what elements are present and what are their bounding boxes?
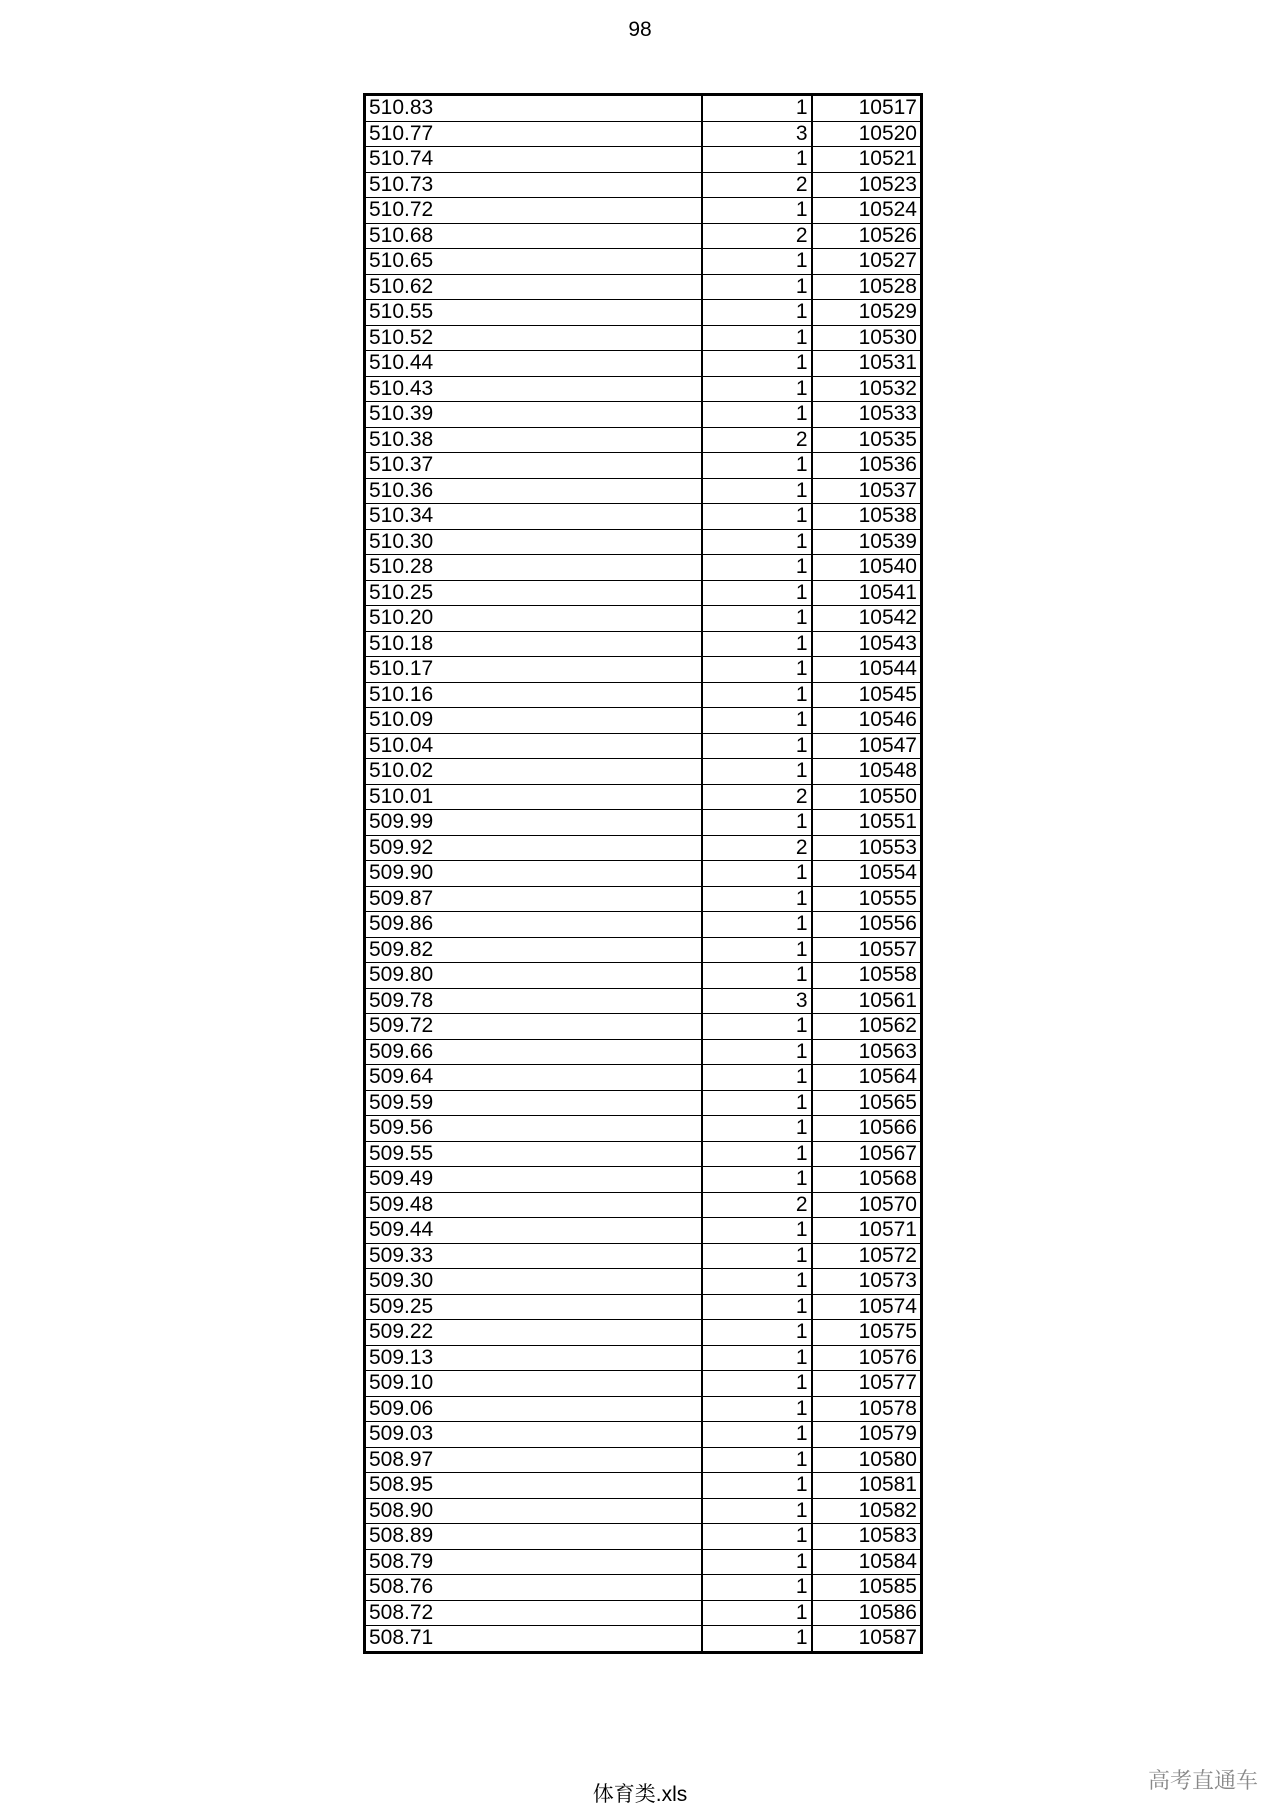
cumulative-cell: 10570 [812, 1192, 922, 1218]
score-cell: 510.65 [365, 249, 702, 275]
score-cell: 509.87 [365, 886, 702, 912]
cumulative-cell: 10547 [812, 733, 922, 759]
table-row [365, 963, 922, 989]
cumulative-cell: 10576 [812, 1345, 922, 1371]
cumulative-cell: 10536 [812, 453, 922, 479]
count-cell: 1 [702, 886, 812, 912]
score-cell: 509.49 [365, 1167, 702, 1193]
score-table-body [365, 95, 922, 1653]
cumulative-cell: 10575 [812, 1320, 922, 1346]
score-cell: 509.80 [365, 963, 702, 989]
cumulative-cell: 10535 [812, 427, 922, 453]
cumulative-cell: 10586 [812, 1600, 922, 1626]
cumulative-cell: 10583 [812, 1524, 922, 1550]
table-row [365, 1422, 922, 1448]
table-row [365, 147, 922, 173]
count-cell: 1 [702, 300, 812, 326]
table-row [365, 1269, 922, 1295]
count-cell: 1 [702, 1575, 812, 1601]
cumulative-cell: 10578 [812, 1396, 922, 1422]
count-cell: 1 [702, 1600, 812, 1626]
cumulative-cell: 10556 [812, 912, 922, 938]
table-row [365, 759, 922, 785]
cumulative-cell: 10553 [812, 835, 922, 861]
score-cell: 510.44 [365, 351, 702, 377]
score-cell: 509.48 [365, 1192, 702, 1218]
score-cell: 509.10 [365, 1371, 702, 1397]
table-row [365, 1473, 922, 1499]
table-row [365, 198, 922, 224]
cumulative-cell: 10564 [812, 1065, 922, 1091]
table-row [365, 351, 922, 377]
cumulative-cell: 10533 [812, 402, 922, 428]
table-row [365, 784, 922, 810]
count-cell: 1 [702, 478, 812, 504]
cumulative-cell: 10541 [812, 580, 922, 606]
score-table [363, 93, 923, 1654]
count-cell: 1 [702, 937, 812, 963]
score-cell: 510.43 [365, 376, 702, 402]
table-row [365, 427, 922, 453]
score-cell: 510.36 [365, 478, 702, 504]
cumulative-cell: 10562 [812, 1014, 922, 1040]
score-cell: 510.68 [365, 223, 702, 249]
table-row [365, 1243, 922, 1269]
score-cell: 510.18 [365, 631, 702, 657]
score-cell: 510.55 [365, 300, 702, 326]
score-cell: 509.06 [365, 1396, 702, 1422]
table-row [365, 376, 922, 402]
table-row [365, 708, 922, 734]
score-cell: 509.33 [365, 1243, 702, 1269]
table-row [365, 733, 922, 759]
count-cell: 1 [702, 1294, 812, 1320]
cumulative-cell: 10571 [812, 1218, 922, 1244]
cumulative-cell: 10555 [812, 886, 922, 912]
cumulative-cell: 10548 [812, 759, 922, 785]
score-cell: 510.02 [365, 759, 702, 785]
score-cell: 508.79 [365, 1549, 702, 1575]
count-cell: 1 [702, 1524, 812, 1550]
score-cell: 509.13 [365, 1345, 702, 1371]
table-row [365, 529, 922, 555]
count-cell: 1 [702, 1371, 812, 1397]
score-cell: 510.04 [365, 733, 702, 759]
table-row [365, 1600, 922, 1626]
score-cell: 509.25 [365, 1294, 702, 1320]
count-cell: 1 [702, 555, 812, 581]
score-cell: 510.01 [365, 784, 702, 810]
table-row [365, 1192, 922, 1218]
count-cell: 1 [702, 963, 812, 989]
score-cell: 509.92 [365, 835, 702, 861]
table-row [365, 606, 922, 632]
cumulative-cell: 10587 [812, 1626, 922, 1653]
score-cell: 509.72 [365, 1014, 702, 1040]
score-cell: 510.34 [365, 504, 702, 530]
cumulative-cell: 10557 [812, 937, 922, 963]
count-cell: 1 [702, 1269, 812, 1295]
cumulative-cell: 10532 [812, 376, 922, 402]
count-cell: 3 [702, 988, 812, 1014]
count-cell: 1 [702, 376, 812, 402]
count-cell: 3 [702, 121, 812, 147]
table-row [365, 1575, 922, 1601]
score-cell: 510.62 [365, 274, 702, 300]
score-cell: 510.74 [365, 147, 702, 173]
score-cell: 510.28 [365, 555, 702, 581]
cumulative-cell: 10517 [812, 95, 922, 122]
count-cell: 1 [702, 631, 812, 657]
count-cell: 1 [702, 861, 812, 887]
count-cell: 1 [702, 580, 812, 606]
count-cell: 1 [702, 504, 812, 530]
table-row [365, 988, 922, 1014]
count-cell: 1 [702, 1473, 812, 1499]
cumulative-cell: 10558 [812, 963, 922, 989]
table-row [365, 1524, 922, 1550]
cumulative-cell: 10565 [812, 1090, 922, 1116]
cumulative-cell: 10574 [812, 1294, 922, 1320]
score-cell: 508.95 [365, 1473, 702, 1499]
cumulative-cell: 10563 [812, 1039, 922, 1065]
score-cell: 510.17 [365, 657, 702, 683]
count-cell: 1 [702, 1116, 812, 1142]
table-row [365, 300, 922, 326]
count-cell: 1 [702, 912, 812, 938]
score-cell: 510.30 [365, 529, 702, 555]
table-row [365, 121, 922, 147]
cumulative-cell: 10573 [812, 1269, 922, 1295]
table-row [365, 835, 922, 861]
count-cell: 1 [702, 198, 812, 224]
cumulative-cell: 10568 [812, 1167, 922, 1193]
table-row [365, 912, 922, 938]
count-cell: 1 [702, 1014, 812, 1040]
table-row [365, 1345, 922, 1371]
count-cell: 1 [702, 325, 812, 351]
score-cell: 510.52 [365, 325, 702, 351]
score-cell: 508.89 [365, 1524, 702, 1550]
table-row [365, 402, 922, 428]
cumulative-cell: 10523 [812, 172, 922, 198]
table-row [365, 274, 922, 300]
count-cell: 1 [702, 1167, 812, 1193]
cumulative-cell: 10529 [812, 300, 922, 326]
count-cell: 1 [702, 249, 812, 275]
score-cell: 509.99 [365, 810, 702, 836]
count-cell: 1 [702, 1243, 812, 1269]
count-cell: 1 [702, 1498, 812, 1524]
score-cell: 510.25 [365, 580, 702, 606]
table-row [365, 95, 922, 122]
table-row [365, 223, 922, 249]
count-cell: 2 [702, 1192, 812, 1218]
cumulative-cell: 10572 [812, 1243, 922, 1269]
table-row [365, 657, 922, 683]
table-row [365, 1039, 922, 1065]
table-row [365, 478, 922, 504]
page-number: 98 [628, 18, 652, 41]
cumulative-cell: 10554 [812, 861, 922, 887]
cumulative-cell: 10551 [812, 810, 922, 836]
table-row [365, 1320, 922, 1346]
cumulative-cell: 10580 [812, 1447, 922, 1473]
count-cell: 1 [702, 1447, 812, 1473]
table-row [365, 504, 922, 530]
table-row [365, 1626, 922, 1653]
score-cell: 510.39 [365, 402, 702, 428]
cumulative-cell: 10566 [812, 1116, 922, 1142]
score-cell: 509.59 [365, 1090, 702, 1116]
cumulative-cell: 10528 [812, 274, 922, 300]
table-row [365, 1116, 922, 1142]
count-cell: 1 [702, 1626, 812, 1653]
score-cell: 510.72 [365, 198, 702, 224]
count-cell: 1 [702, 1218, 812, 1244]
table-row [365, 682, 922, 708]
table-row [365, 1090, 922, 1116]
table-row [365, 1447, 922, 1473]
count-cell: 2 [702, 784, 812, 810]
table-row [365, 580, 922, 606]
count-cell: 1 [702, 1141, 812, 1167]
count-cell: 1 [702, 810, 812, 836]
table-row [365, 1065, 922, 1091]
cumulative-cell: 10524 [812, 198, 922, 224]
table-row [365, 1218, 922, 1244]
count-cell: 1 [702, 682, 812, 708]
count-cell: 1 [702, 606, 812, 632]
cumulative-cell: 10577 [812, 1371, 922, 1397]
count-cell: 2 [702, 172, 812, 198]
score-cell: 508.71 [365, 1626, 702, 1653]
count-cell: 1 [702, 1090, 812, 1116]
cumulative-cell: 10546 [812, 708, 922, 734]
score-cell: 510.38 [365, 427, 702, 453]
cumulative-cell: 10527 [812, 249, 922, 275]
score-cell: 509.22 [365, 1320, 702, 1346]
cumulative-cell: 10520 [812, 121, 922, 147]
cumulative-cell: 10584 [812, 1549, 922, 1575]
score-cell: 509.44 [365, 1218, 702, 1244]
cumulative-cell: 10530 [812, 325, 922, 351]
cumulative-cell: 10539 [812, 529, 922, 555]
table-row [365, 886, 922, 912]
score-cell: 509.64 [365, 1065, 702, 1091]
cumulative-cell: 10567 [812, 1141, 922, 1167]
score-cell: 508.97 [365, 1447, 702, 1473]
cumulative-cell: 10561 [812, 988, 922, 1014]
count-cell: 1 [702, 453, 812, 479]
score-cell: 508.72 [365, 1600, 702, 1626]
cumulative-cell: 10550 [812, 784, 922, 810]
table-row [365, 810, 922, 836]
cumulative-cell: 10545 [812, 682, 922, 708]
score-cell: 508.76 [365, 1575, 702, 1601]
score-cell: 510.37 [365, 453, 702, 479]
count-cell: 1 [702, 1039, 812, 1065]
count-cell: 1 [702, 95, 812, 122]
count-cell: 2 [702, 223, 812, 249]
cumulative-cell: 10585 [812, 1575, 922, 1601]
table-row [365, 631, 922, 657]
score-cell: 509.90 [365, 861, 702, 887]
count-cell: 1 [702, 733, 812, 759]
score-cell: 509.66 [365, 1039, 702, 1065]
count-cell: 1 [702, 1320, 812, 1346]
score-cell: 509.03 [365, 1422, 702, 1448]
cumulative-cell: 10542 [812, 606, 922, 632]
cumulative-cell: 10543 [812, 631, 922, 657]
table-row [365, 453, 922, 479]
watermark: 高考直通车 [1147, 1769, 1258, 1794]
count-cell: 1 [702, 708, 812, 734]
score-cell: 510.16 [365, 682, 702, 708]
score-cell: 510.83 [365, 95, 702, 122]
table-row [365, 325, 922, 351]
score-cell: 510.09 [365, 708, 702, 734]
count-cell: 2 [702, 427, 812, 453]
table-row [365, 937, 922, 963]
score-cell: 508.90 [365, 1498, 702, 1524]
count-cell: 1 [702, 1345, 812, 1371]
footer-filename: 体育类.xls [592, 1783, 688, 1806]
table-row [365, 1141, 922, 1167]
cumulative-cell: 10579 [812, 1422, 922, 1448]
score-cell: 509.82 [365, 937, 702, 963]
cumulative-cell: 10540 [812, 555, 922, 581]
table-row [365, 1167, 922, 1193]
table-row [365, 1371, 922, 1397]
table-row [365, 1014, 922, 1040]
count-cell: 1 [702, 351, 812, 377]
score-cell: 510.77 [365, 121, 702, 147]
count-cell: 2 [702, 835, 812, 861]
cumulative-cell: 10531 [812, 351, 922, 377]
count-cell: 1 [702, 147, 812, 173]
count-cell: 1 [702, 1549, 812, 1575]
table-row [365, 861, 922, 887]
count-cell: 1 [702, 657, 812, 683]
cumulative-cell: 10521 [812, 147, 922, 173]
count-cell: 1 [702, 274, 812, 300]
score-cell: 510.20 [365, 606, 702, 632]
count-cell: 1 [702, 1396, 812, 1422]
table-row [365, 1396, 922, 1422]
cumulative-cell: 10582 [812, 1498, 922, 1524]
table-row [365, 172, 922, 198]
table-row [365, 249, 922, 275]
table-row [365, 1498, 922, 1524]
table-row [365, 555, 922, 581]
cumulative-cell: 10544 [812, 657, 922, 683]
table-row [365, 1549, 922, 1575]
count-cell: 1 [702, 1422, 812, 1448]
score-cell: 509.86 [365, 912, 702, 938]
score-cell: 509.30 [365, 1269, 702, 1295]
score-cell: 509.78 [365, 988, 702, 1014]
cumulative-cell: 10538 [812, 504, 922, 530]
count-cell: 1 [702, 529, 812, 555]
score-cell: 509.56 [365, 1116, 702, 1142]
score-cell: 509.55 [365, 1141, 702, 1167]
count-cell: 1 [702, 402, 812, 428]
table-row [365, 1294, 922, 1320]
count-cell: 1 [702, 1065, 812, 1091]
cumulative-cell: 10537 [812, 478, 922, 504]
cumulative-cell: 10581 [812, 1473, 922, 1499]
count-cell: 1 [702, 759, 812, 785]
score-cell: 510.73 [365, 172, 702, 198]
cumulative-cell: 10526 [812, 223, 922, 249]
